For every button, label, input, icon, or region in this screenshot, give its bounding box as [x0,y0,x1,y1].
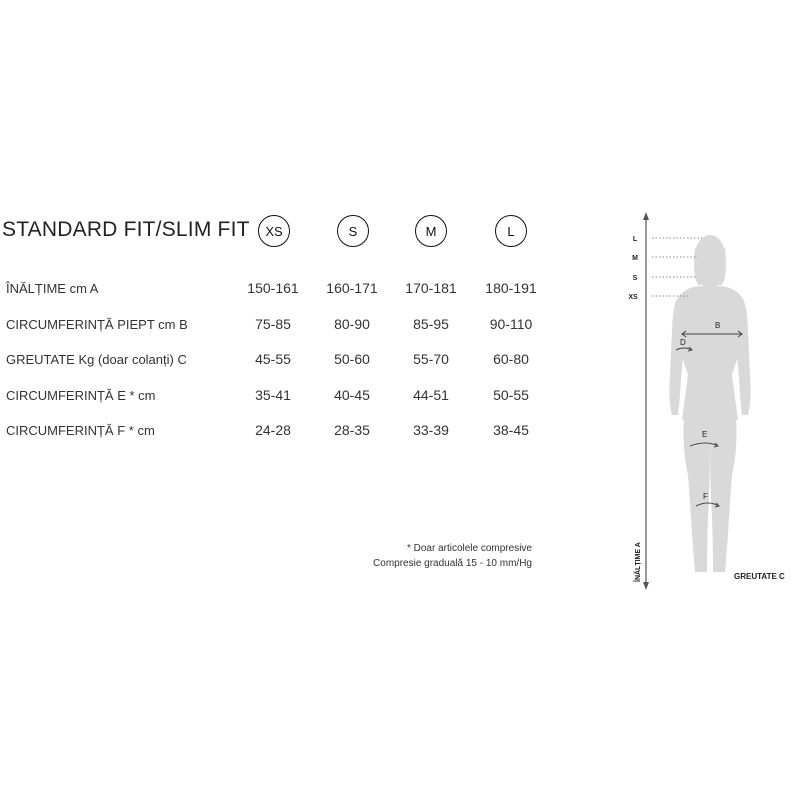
measurement-figure [610,200,800,600]
table-cell: 33-39 [413,422,449,438]
table-cell: 160-171 [326,280,378,296]
table-cell: 44-51 [413,387,449,403]
size-badge-xs: XS [258,215,290,247]
table-cell: 180-191 [485,280,537,296]
row-label-height: ÎNĂLȚIME cm A [6,281,99,296]
table-cell: 55-70 [413,351,449,367]
height-mark-xs: XS [628,294,638,301]
size-badge-s: S [337,215,369,247]
height-mark-s: S [632,275,638,282]
footnote-compression-grade: Compresie graduală 15 - 10 mm/Hg [373,558,532,569]
marker-b: B [715,321,721,330]
row-label-e: CIRCUMFERINȚĂ E * cm [6,388,156,403]
height-mark-m: M [632,255,638,262]
table-cell: 80-90 [334,316,370,332]
table-cell: 35-41 [255,387,291,403]
weight-label: GREUTATE C [734,572,785,581]
row-label-f: CIRCUMFERINȚĂ F * cm [6,423,155,438]
table-cell: 24-28 [255,422,291,438]
size-badge-l: L [495,215,527,247]
height-mark-l: L [632,236,638,243]
table-cell: 85-95 [413,316,449,332]
table-cell: 50-60 [334,351,370,367]
page-title: STANDARD FIT/SLIM FIT [2,218,250,241]
table-cell: 38-45 [493,422,529,438]
table-cell: 75-85 [255,316,291,332]
row-label-weight: GREUTATE Kg (doar colanți) C [6,352,187,367]
height-axis-label: ÎNĂLȚIME A [635,542,642,582]
row-label-chest: CIRCUMFERINȚĂ PIEPT cm B [6,317,188,332]
table-cell: 90-110 [489,316,533,332]
body-silhouette-icon [669,235,750,572]
table-cell: 60-80 [493,351,529,367]
table-cell: 150-161 [247,280,299,296]
table-cell: 40-45 [334,387,370,403]
marker-f: F [703,492,708,501]
footnote-compressive: * Doar articolele compresive [406,543,532,554]
table-cell: 170-181 [405,280,457,296]
marker-d: D [680,338,686,347]
table-cell: 50-55 [493,387,529,403]
size-badge-m: M [415,215,447,247]
height-axis [643,212,649,590]
table-cell: 28-35 [334,422,370,438]
table-cell: 45-55 [255,351,291,367]
marker-e: E [702,430,708,439]
